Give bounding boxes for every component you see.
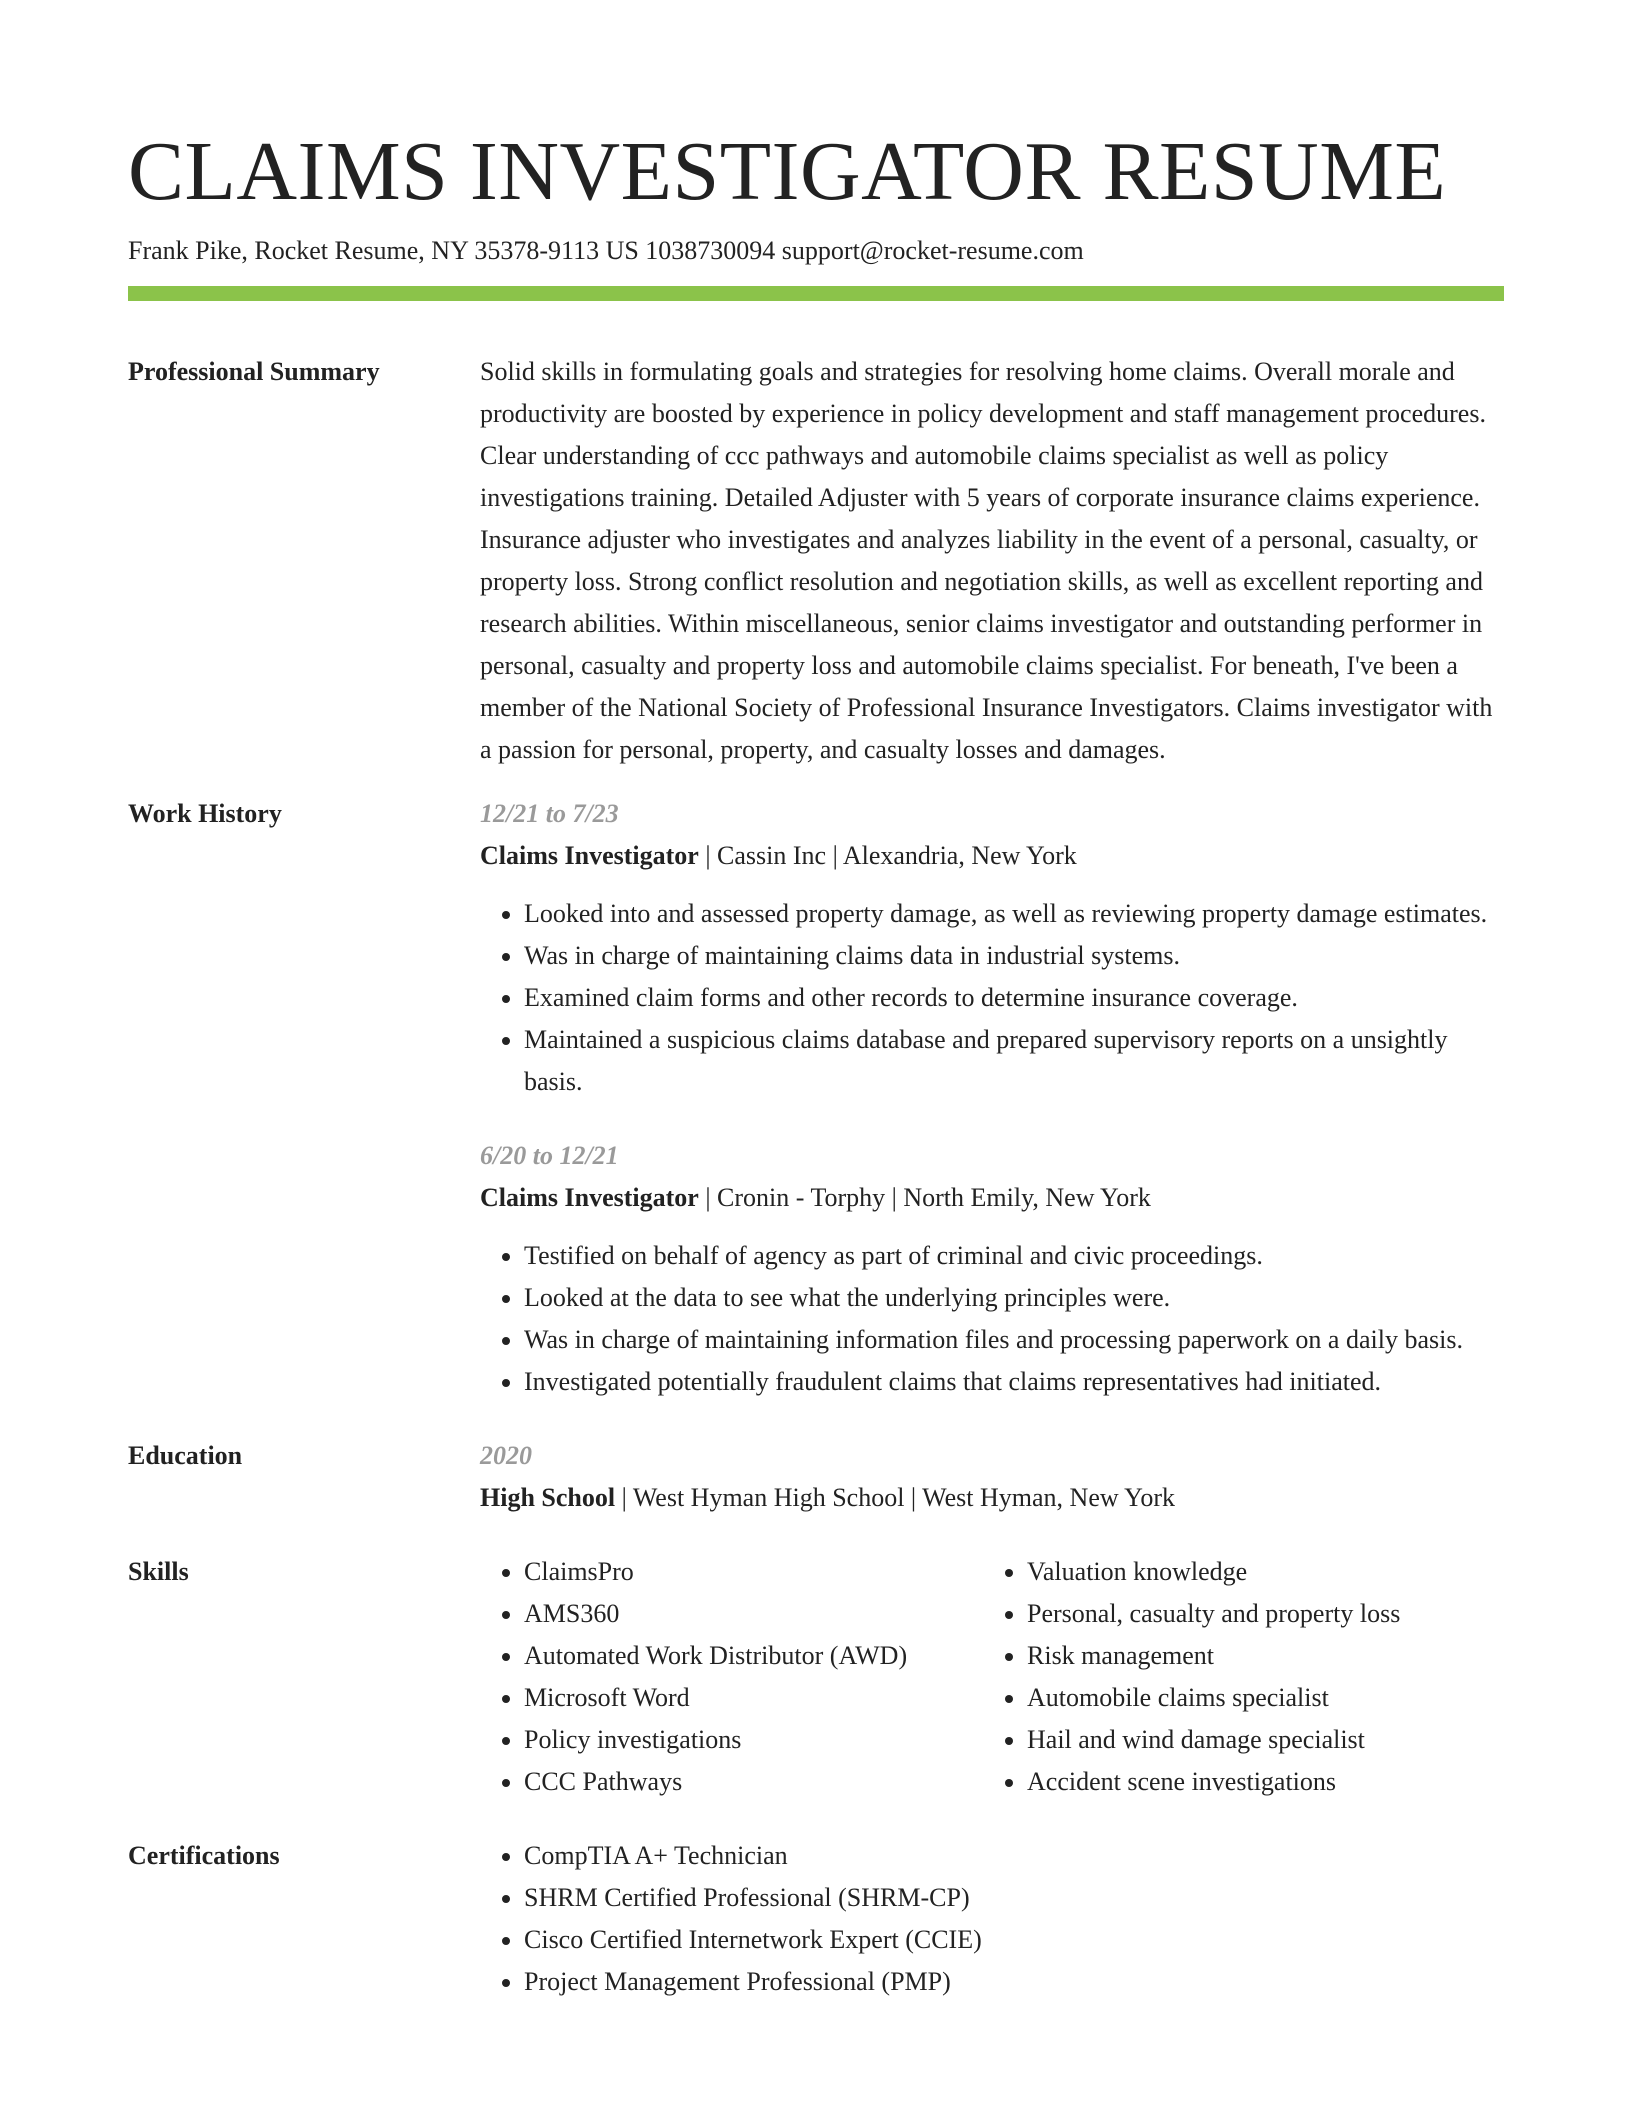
certifications-section (128, 1835, 1504, 2003)
job-title-line (480, 1177, 1504, 1219)
certification-item: • Cisco Certified Internetwork Expert (CCIE) (524, 1919, 1504, 1961)
work-history-section (128, 793, 1504, 1403)
job-bullet: • Was in charge of maintaining claims data in industrial systems. (524, 935, 1504, 977)
skill-item: • Accident scene investigations (1027, 1761, 1503, 1803)
skills-list-left (480, 1551, 983, 1803)
skill-item: • Hail and wind damage specialist (1027, 1719, 1503, 1761)
education-degree: High School (480, 1483, 616, 1512)
job-bullet: • Examined claim forms and other records to determine insurance coverage. (524, 977, 1504, 1019)
job-role: Claims Investigator (480, 841, 699, 870)
summary-text: Solid skills in formulating goals and strategies for resolving home claims. Overall morale and productivity are boosted by experience in policy development and staff management procedures. Clear understanding of ccc pathways and automobile claims specialist as well as policy investigations training. Detailed Adjuster with 5 years of corporate insurance claims experience. Insurance adjuster who investigates and analyzes liability in the event of a personal, casualty, or property loss. Strong conflict resolution and negotiation skills, as well as excellent reporting and research abilities. Within miscellaneous, senior claims investigator and outstanding performer in personal, casualty and property loss and automobile claims specialist. For beneath, I've been a member of the National Society of Professional Insurance Investigators. Claims investigator with a passion for personal, property, and casualty losses and damages. (480, 357, 1493, 764)
skill-item: • Microsoft Word (524, 1677, 983, 1719)
certification-item: • Project Management Professional (PMP) (524, 1961, 1504, 2003)
education-details: | West Hyman High School | West Hyman, New York (615, 1483, 1176, 1512)
resume-title: CLAIMS INVESTIGATOR RESUME (128, 125, 1447, 218)
skill-item: • Automated Work Distributor (AWD) (524, 1635, 983, 1677)
job-bullets (480, 893, 1504, 1103)
certifications-list (480, 1835, 1504, 2003)
skill-item: • Policy investigations (524, 1719, 983, 1761)
skill-item: • ClaimsPro (524, 1551, 983, 1593)
skill-item: • Automobile claims specialist (1027, 1677, 1503, 1719)
job-entry (480, 1135, 1504, 1403)
job-role: Claims Investigator (480, 1183, 699, 1212)
skills-list-right (983, 1551, 1503, 1803)
skill-item: • AMS360 (524, 1593, 983, 1635)
skill-item: • CCC Pathways (524, 1761, 983, 1803)
contact-line: Frank Pike, Rocket Resume, NY 35378-9113 US 1038730094 support@rocket-resume.com (128, 236, 1084, 265)
job-bullet: • Investigated potentially fraudulent claims that claims representatives had initiated. (524, 1361, 1504, 1403)
education-line (480, 1477, 1504, 1519)
accent-divider (128, 286, 1504, 301)
skill-item: • Risk management (1027, 1635, 1503, 1677)
job-date: 6/20 to 12/21 (480, 1141, 619, 1170)
job-title-line (480, 835, 1504, 877)
job-bullet: • Testified on behalf of agency as part of criminal and civic proceedings. (524, 1235, 1504, 1277)
section-label-certifications: Certifications (128, 1841, 280, 1870)
education-section (128, 1435, 1504, 1519)
job-date: 12/21 to 7/23 (480, 799, 619, 828)
job-details: | Cassin Inc | Alexandria, New York (698, 841, 1077, 870)
resume-page (128, 0, 1504, 2003)
section-label-education: Education (128, 1441, 243, 1470)
skills-section (128, 1551, 1504, 1803)
job-entry (480, 793, 1504, 1103)
education-date: 2020 (480, 1441, 532, 1470)
job-bullet: • Was in charge of maintaining information files and processing paperwork on a daily basis. (524, 1319, 1504, 1361)
job-details: | Cronin - Torphy | North Emily, New York (698, 1183, 1151, 1212)
job-bullet: • Looked at the data to see what the underlying principles were. (524, 1277, 1504, 1319)
section-label-skills: Skills (128, 1557, 189, 1586)
certification-item: • CompTIA A+ Technician (524, 1835, 1504, 1877)
job-bullet: • Maintained a suspicious claims database and prepared supervisory reports on a unsightly basis. (524, 1019, 1504, 1103)
skill-item: • Personal, casualty and property loss (1027, 1593, 1503, 1635)
section-label-work-history: Work History (128, 799, 282, 828)
skills-grid (480, 1551, 1504, 1803)
skill-item: • Valuation knowledge (1027, 1551, 1503, 1593)
section-label-summary: Professional Summary (128, 357, 380, 386)
job-bullet: • Looked into and assessed property damage, as well as reviewing property damage estimates. (524, 893, 1504, 935)
summary-section (128, 351, 1504, 771)
job-bullets (480, 1235, 1504, 1403)
certification-item: • SHRM Certified Professional (SHRM-CP) (524, 1877, 1504, 1919)
